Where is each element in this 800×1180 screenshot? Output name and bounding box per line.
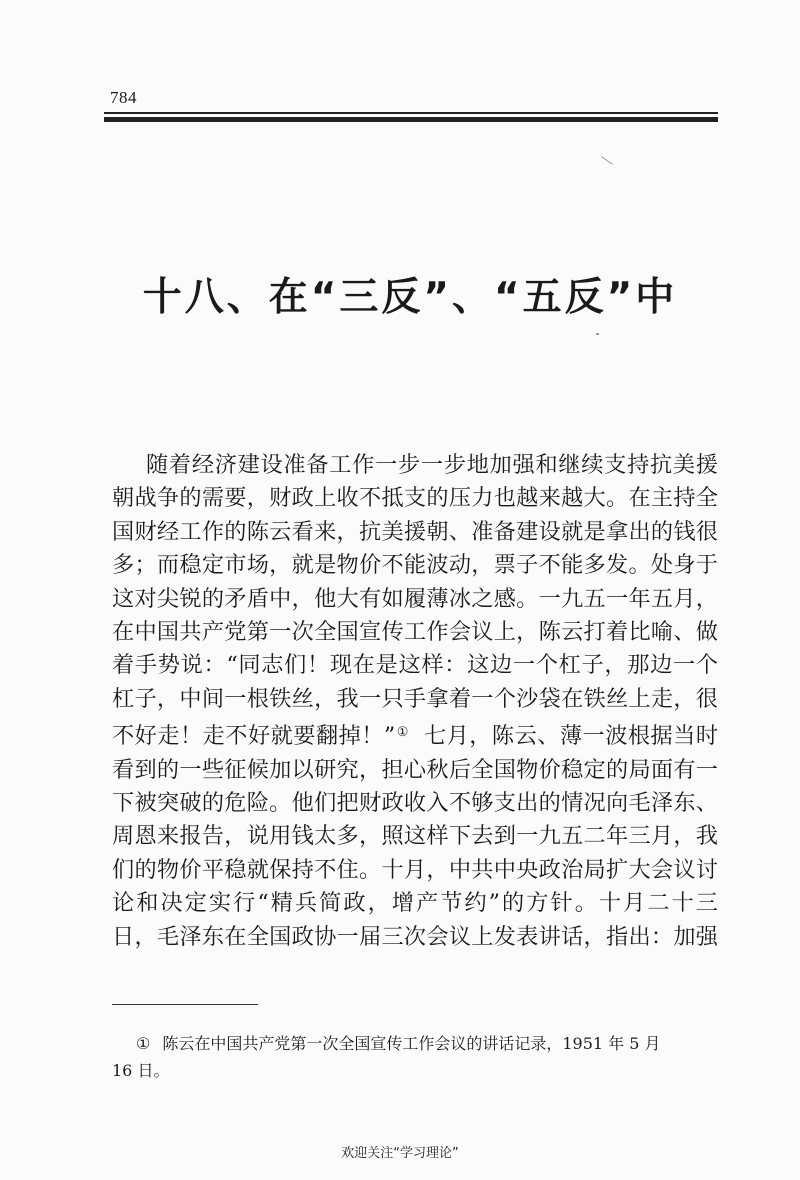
scan-speck xyxy=(601,156,613,165)
body-line-head: 不好走！走不好就要翻掉！” xyxy=(112,723,396,750)
body-line-tail: 七月，陈云、薄一波根据当时 xyxy=(423,723,719,750)
footnote xyxy=(112,1030,718,1084)
body-line: 下被突破的危险。他们把财政收入不够支出的情况向毛泽东、 xyxy=(112,790,718,817)
footnote-separator xyxy=(112,1004,258,1005)
footnote-marker: ① xyxy=(136,1034,151,1053)
body-line: 论和决定实行“精兵简政，增产节约”的方针。十月二十三 xyxy=(112,890,718,917)
footnote-text: 陈云在中国共产党第一次全国宣传工作会议的讲话记录，1951 年 5 月 xyxy=(162,1034,661,1053)
body-line: 着手势说：“同志们！现在是这样：这边一个杠子，那边一个 xyxy=(112,652,718,679)
body-line: 这对尖锐的矛盾中，他大有如履薄冰之感。一九五一年五月， xyxy=(112,585,718,612)
body-line: 看到的一些征候加以研究，担心秋后全国物价稳定的局面有一 xyxy=(112,756,718,783)
body-line: 在中国共产党第一次全国宣传工作会议上，陈云打着比喻、做 xyxy=(112,619,718,646)
body-line: 多；而稳定市场，就是物价不能波动，票子不能多发。处身于 xyxy=(112,552,718,579)
body-line: 周恩来报告，说用钱太多，照这样下去到一九五二年三月，我 xyxy=(112,823,718,850)
body-line: 朝战争的需要，财政上收不抵支的压力也越来越大。在主持全 xyxy=(112,485,718,512)
header-rule-thick xyxy=(104,117,718,122)
body-line-with-footnote xyxy=(112,716,718,753)
body-line: 国财经工作的陈云看来，抗美援朝、准备建设就是拿出的钱很 xyxy=(112,518,718,545)
chapter-title: 十八、在“三反”、“五反”中 xyxy=(142,275,678,320)
footnote-line: 16 日。 xyxy=(112,1061,170,1080)
body-line: 日，毛泽东在全国政协一届三次会议上发表讲话，指出：加强 xyxy=(112,923,718,950)
footnote-reference-marker[interactable]: ① xyxy=(396,725,409,741)
header-rule-thin xyxy=(104,112,718,114)
watermark-caption: 欢迎关注“学习理论” xyxy=(341,1146,459,1161)
scan-speck xyxy=(596,333,599,335)
body-line: 杠子，中间一根铁丝，我一只手拿着一个沙袋在铁丝上走，很 xyxy=(112,685,718,712)
body-line: 们的物价平稳就保持不住。十月，中共中央政治局扩大会议讨 xyxy=(112,856,718,883)
body-line: 随着经济建设准备工作一步一步地加强和继续支持抗美援 xyxy=(146,452,718,478)
footnote-line xyxy=(112,1030,718,1057)
page-number: 784 xyxy=(110,88,137,107)
body-paragraph xyxy=(112,449,718,954)
